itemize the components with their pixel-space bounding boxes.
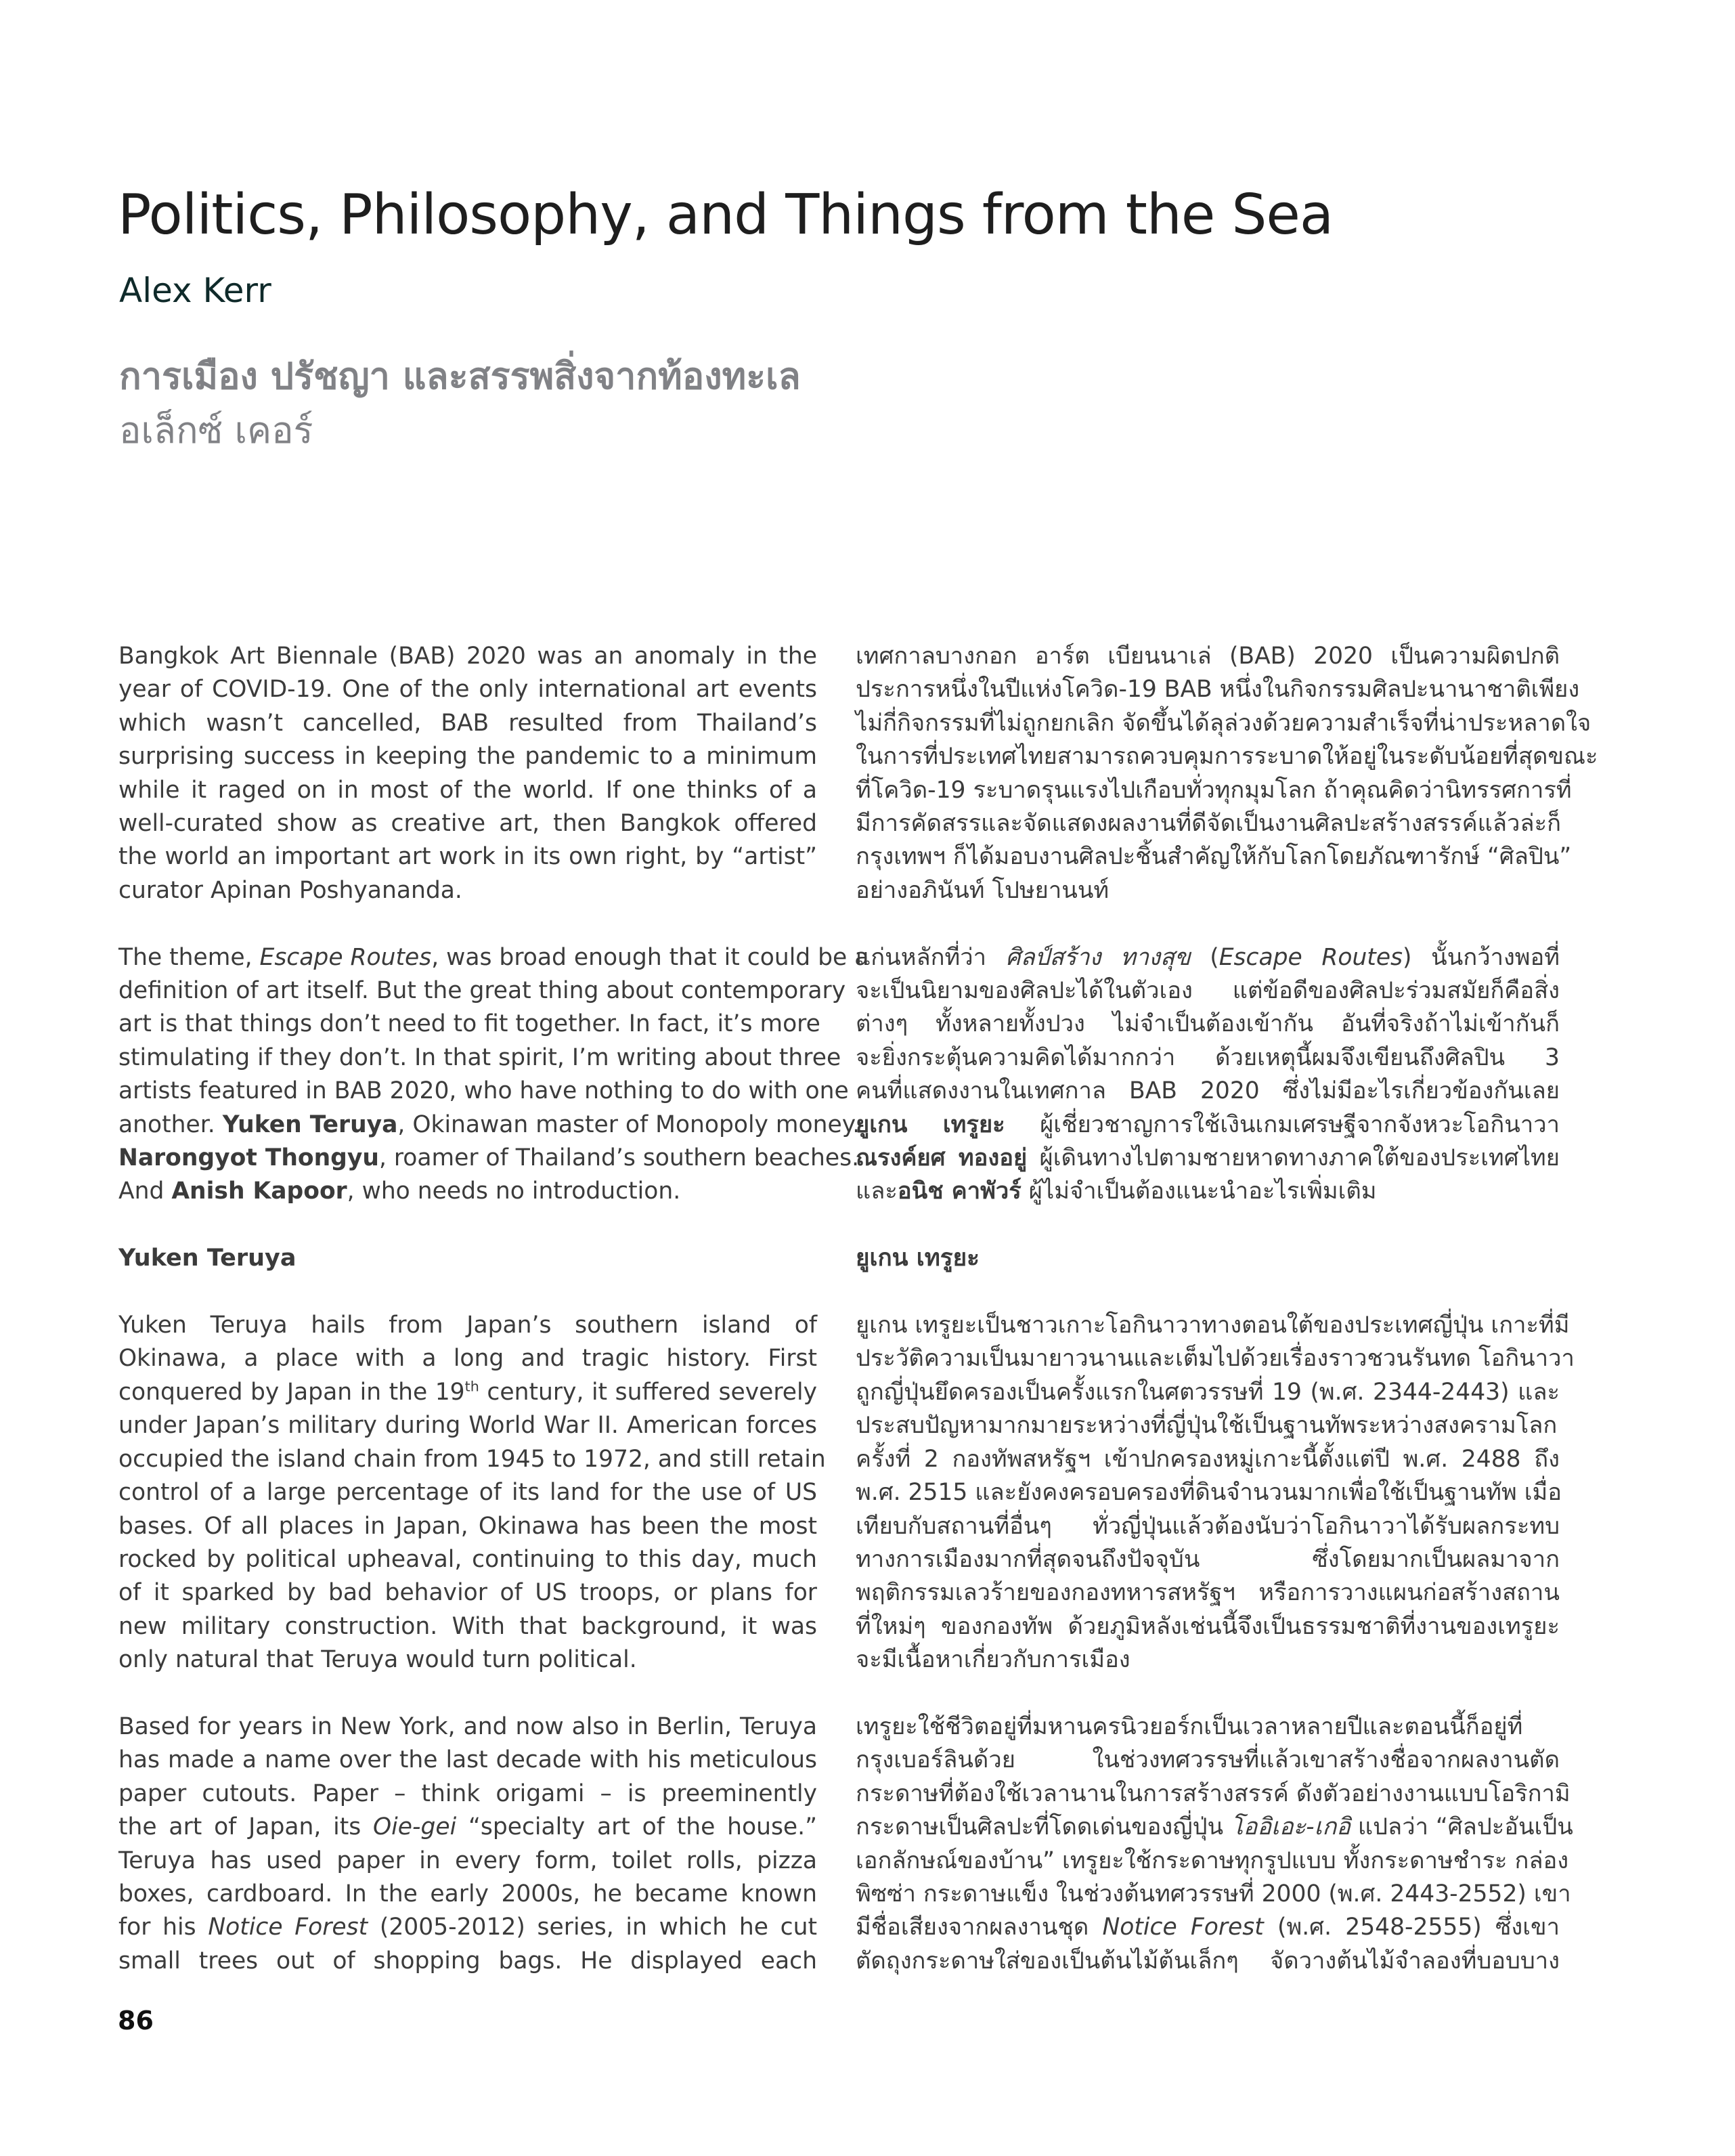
text-line: Bangkok Art Biennale (BAB) 2020 was an anomaly in the — [118, 643, 817, 670]
text-run: conquered by Japan in the 19 — [118, 1378, 465, 1406]
text-line: ไม่กี่กิจกรรมที่ไม่ถูกยกเลิก จัดขึ้นได้ลุล่วงด้วยความสำเร็จที่น่าประหลาดใจ — [856, 709, 1591, 737]
text-run: century, it suffered severely — [479, 1378, 817, 1406]
text-line: พ.ศ. 2515 และยังคงครอบครองที่ดินจำนวนมากเพื่อใช้เป็นฐานทัพ เมื่อ — [856, 1479, 1562, 1507]
text-line: of it sparked by bad behavior of US troops, or plans for — [118, 1579, 817, 1607]
thai-paragraph-3 — [856, 1309, 1575, 1677]
text-run: มีชื่อเสียงจากผลงานชุด — [856, 1914, 1103, 1941]
author-name: Alex Kerr — [119, 271, 271, 310]
text-line: ที่โควิด-19 ระบาดรุนแรงไปเกือบทั่วทุกมุมโลก ถ้าคุณคิดว่านิทรรศการที่ — [856, 776, 1572, 804]
text-run: (2005-2012) series, in which he cut — [368, 1914, 818, 1941]
text-line — [118, 1175, 817, 1208]
text-line: new military construction. With that background, it was — [118, 1612, 817, 1640]
thai-author-name: อเล็กซ์ เคอร์ — [119, 409, 313, 452]
text-line: boxes, cardboard. In the early 2000s, he became known — [118, 1880, 817, 1907]
text-line: ครั้งที่ 2 กองทัพสหรัฐฯ เข้าปกครองหมู่เกาะนี้ตั้งแต่ปี พ.ศ. 2488 ถึง — [856, 1445, 1560, 1473]
text-run: ( — [1190, 943, 1219, 971]
artist-name-narongyot-thongyu: Narongyot Thongyu — [118, 1144, 379, 1172]
text-run: another. — [118, 1111, 223, 1138]
english-column — [118, 640, 869, 2012]
text-line: curator Apinan Poshyananda. — [118, 876, 462, 904]
text-line — [856, 1108, 1560, 1142]
text-line: Yuken Teruya hails from Japan’s southern island of — [118, 1312, 817, 1339]
text-line — [118, 1811, 817, 1844]
text-line: อย่างอภินันท์ โปษยานนท์ — [856, 876, 1110, 904]
text-line: Okinawa, a place with a long and tragic history. First — [118, 1345, 817, 1373]
text-run: for his — [118, 1914, 208, 1941]
english-paragraph-4 — [118, 1710, 817, 1978]
text-line: กรุงเบอร์ลินด้วย ในช่วงทศวรรษที่แล้วเขาสร้างชื่อจากผลงานตัด — [856, 1746, 1560, 1774]
text-line: เอกลักษณ์ของบ้าน” เทรูยะใช้กระดาษทุกรูปแบบ ทั้งกระดาษชำระ กล่อง — [856, 1847, 1569, 1874]
text-run: ) นั้นกว้างพอที่ — [1403, 943, 1560, 971]
text-run: ผู้เชี่ยวชาญการใช้เงินเกมเศรษฐีจากจังหวะโอกินาวา — [1005, 1111, 1560, 1138]
term-oie-gei: Oie-gei — [373, 1813, 457, 1841]
thai-theme-title: ศิลป์สร้าง ทางสุข — [1005, 943, 1191, 971]
text-line — [118, 941, 869, 974]
text-run: “specialty art of the house.” — [456, 1813, 817, 1841]
text-run: แก่นหลักที่ว่า — [856, 943, 1006, 971]
text-line: which wasn’t cancelled, BAB resulted from Thailand’s — [118, 709, 817, 737]
text-line: bases. Of all places in Japan, Okinawa has been the most — [118, 1512, 817, 1540]
page-number: 86 — [118, 2006, 154, 2035]
text-line: rocked by political upheaval, continuing to this day, much — [118, 1545, 817, 1573]
text-run: , Okinawan master of Monopoly money. — [397, 1111, 860, 1138]
text-run: ผู้เดินทางไปตามชายหาดทางภาคใต้ของประเทศไทย — [1027, 1144, 1560, 1172]
text-line: control of a large percentage of its land for the use of US — [118, 1479, 817, 1507]
thai-column — [856, 640, 1598, 2012]
text-line: well-curated show as creative art, then Bangkok offered — [118, 810, 817, 838]
text-line: จะมีเนื้อหาเกี่ยวกับการเมือง — [856, 1646, 1130, 1674]
text-line: ประการหนึ่งในปีแห่งโควิด-19 BAB หนึ่งในกิจกรรมศิลปะนานาชาติเพียง — [856, 676, 1580, 704]
text-line: ตัดถุงกระดาษใส่ของเป็นต้นไม้ต้นเล็กๆ จัดวางต้นไม้จำลองที่บอบบาง — [856, 1947, 1560, 1975]
text-line: จะยิ่งกระตุ้นความคิดได้มากกว่า ด้วยเหตุนี้ผมจึงเขียนถึงศิลปิน 3 — [856, 1043, 1560, 1071]
text-line: ต่างๆ ทั้งหลายทั้งปวง ไม่จำเป็นต้องเข้ากัน อันที่จริงถ้าไม่เข้ากันก็ — [856, 1010, 1560, 1038]
section-heading-yuken-teruya: Yuken Teruya — [118, 1245, 297, 1272]
text-line: surprising success in keeping the pandemic to a minimum — [118, 743, 817, 771]
text-line: art is that things don’t need to fit together. In fact, it’s more — [118, 1010, 820, 1038]
text-line — [856, 941, 1560, 974]
text-line: paper cutouts. Paper – think origami – is preeminently — [118, 1780, 817, 1807]
thai-paragraph-1 — [856, 640, 1598, 907]
text-line: ในการที่ประเทศไทยสามารถควบคุมการระบาดให้อยู่ในระดับน้อยที่สุดขณะ — [856, 743, 1598, 771]
text-line: เทรูยะใช้ชีวิตอยู่ที่มหานครนิวยอร์กเป็นเวลาหลายปีและตอนนี้ก็อยู่ที่ — [856, 1712, 1523, 1740]
text-line: จะเป็นนิยามของศิลปะได้ในตัวเอง แต่ข้อดีของศิลปะร่วมสมัยก็คือสิ่ง — [856, 977, 1560, 1005]
text-run: The theme, — [118, 943, 260, 971]
text-line: the world an important art work in its own right, by “artist” — [118, 843, 817, 871]
artist-name-narongyot-thongyu-thai: ณรงค์ยศ ทองอยู่ — [856, 1144, 1028, 1172]
text-line: พิซซ่า กระดาษแข็ง ในช่วงต้นทศวรรษที่ 2000 (พ.ศ. 2443-2552) เขา — [856, 1880, 1571, 1907]
text-line: กรุงเทพฯ ก็ได้มอบงานศิลปะชิ้นสำคัญให้กับโลกโดยภัณฑารักษ์ “ศิลปิน” — [856, 843, 1572, 871]
text-line: year of COVID-19. One of the only international art events — [118, 676, 817, 704]
text-run: (พ.ศ. 2548-2555) ซึ่งเขา — [1263, 1914, 1560, 1941]
ordinal-suffix: th — [464, 1378, 479, 1395]
text-line: stimulating if they don’t. In that spirit, I’m writing about three — [118, 1043, 841, 1071]
text-line: while it raged on in most of the world. If one thinks of a — [118, 776, 817, 804]
text-run: แปลว่า “ศิลปะอันเป็น — [1350, 1813, 1573, 1841]
text-run: กระดาษเป็นศิลปะที่โดดเด่นของญี่ปุ่น — [856, 1813, 1231, 1841]
text-line: under Japan’s military during World War II. American forces — [118, 1412, 817, 1440]
text-line: ยูเกน เทรูยะเป็นชาวเกาะโอกินาวาทางตอนใต้ของประเทศญี่ปุ่น เกาะที่มี — [856, 1312, 1570, 1339]
thai-paragraph-2 — [856, 941, 1560, 1209]
thai-section-heading-yuken-teruya: ยูเกน เทรูยะ — [856, 1245, 980, 1272]
text-run: , was broad enough that it could be a — [431, 943, 869, 971]
artist-name-yuken-teruya: Yuken Teruya — [222, 1111, 398, 1138]
artist-name-yuken-teruya-thai: ยูเกน เทรูยะ — [856, 1111, 1005, 1138]
thai-article-title: การเมือง ปรัชญา และสรรพสิ่งจากท้องทะเล — [119, 355, 801, 397]
artwork-title-notice-forest: Notice Forest — [208, 1914, 368, 1941]
english-paragraph-3 — [118, 1309, 826, 1677]
text-line: กระดาษที่ต้องใช้เวลานานในการสร้างสรรค์ ดังตัวอย่างงานแบบโอริกามิ — [856, 1780, 1571, 1807]
text-line: occupied the island chain from 1945 to 1972, and still retain — [118, 1445, 826, 1473]
text-line — [856, 1175, 1560, 1208]
text-line: ประวัติความเป็นมายาวนานและเต็มไปด้วยเรื่องราวชวนรันทด โอกินาวา — [856, 1345, 1575, 1373]
text-line: Teruya has used paper in every form, toilet rolls, pizza — [118, 1847, 817, 1874]
english-paragraph-1 — [118, 640, 817, 907]
artwork-title-notice-forest: Notice Forest — [1102, 1914, 1264, 1941]
text-line: ที่ใหม่ๆ ของกองทัพ ด้วยภูมิหลังเช่นนี้จึงเป็นธรรมชาติที่งานของเทรูยะ — [856, 1612, 1560, 1640]
text-line: artists featured in BAB 2020, who have nothing to do with one — [118, 1077, 849, 1105]
text-line: definition of art itself. But the great thing about contemporary — [118, 977, 846, 1005]
text-line: has made a name over the last decade with his meticulous — [118, 1746, 817, 1774]
text-line: ถูกญี่ปุ่นยึดครองเป็นครั้งแรกในศตวรรษที่ 19 (พ.ศ. 2344-2443) และ — [856, 1378, 1560, 1406]
article-title: Politics, Philosophy, and Things from the Sea — [118, 183, 1334, 247]
text-run: ผู้ไม่จำเป็นต้องแนะนำอะไรเพิ่มเติม — [1021, 1178, 1377, 1205]
artwork-title-escape-routes: Escape Routes — [1218, 943, 1403, 971]
term-oie-gei-thai: โออิเอะ-เกอิ — [1231, 1813, 1350, 1841]
text-line: small trees out of shopping bags. He displayed each — [118, 1947, 817, 1975]
text-line: ทางการเมืองมากที่สุดจนถึงปัจจุบัน ซึ่งโดยมากเป็นผลมาจาก — [856, 1545, 1560, 1573]
text-line: พฤติกรรมเลวร้ายของกองทหารสหรัฐฯ หรือการวางแผนก่อสร้างสถาน — [856, 1579, 1560, 1607]
text-line — [118, 1911, 817, 1944]
text-line: มีการคัดสรรและจัดแสดงผลงานที่ดีจัดเป็นงานศิลปะสร้างสรรค์แล้วล่ะก็ — [856, 810, 1561, 838]
text-line: only natural that Teruya would turn political. — [118, 1646, 637, 1674]
text-line — [856, 1142, 1560, 1175]
text-run: And — [118, 1178, 172, 1205]
text-line: เทศกาลบางกอก อาร์ต เบียนนาเล่ (BAB) 2020 เป็นความผิดปกติ — [856, 643, 1560, 670]
text-run: the art of Japan, its — [118, 1813, 374, 1841]
text-line: คนที่แสดงงานในเทศกาล BAB 2020 ซึ่งไม่มีอะไรเกี่ยวข้องกันเลย — [856, 1077, 1560, 1105]
text-run: , who needs no introduction. — [347, 1178, 681, 1205]
text-line: ประสบปัญหามากมายระหว่างที่ญี่ปุ่นใช้เป็นฐานทัพระหว่างสงครามโลก — [856, 1412, 1558, 1440]
artist-name-anish-kapoor: Anish Kapoor — [171, 1178, 347, 1205]
text-line — [118, 1142, 860, 1175]
text-line: เทียบกับสถานที่อื่นๆ ทั่วญี่ปุ่นแล้วต้องนับว่าโอกินาวาได้รับผลกระทบ — [856, 1512, 1560, 1540]
text-line — [856, 1811, 1573, 1844]
text-line: Based for years in New York, and now also in Berlin, Teruya — [118, 1712, 817, 1740]
text-line — [118, 1108, 860, 1142]
artwork-title-escape-routes: Escape Routes — [259, 943, 432, 971]
artist-name-anish-kapoor-thai: อนิช คาพัวร์ — [897, 1178, 1022, 1205]
english-paragraph-2 — [118, 941, 869, 1209]
text-run: , roamer of Thailand’s southern beaches. — [378, 1144, 860, 1172]
text-line — [118, 1376, 817, 1409]
thai-paragraph-4 — [856, 1710, 1573, 1978]
text-line — [856, 1911, 1560, 1944]
text-run: และ — [856, 1178, 898, 1205]
